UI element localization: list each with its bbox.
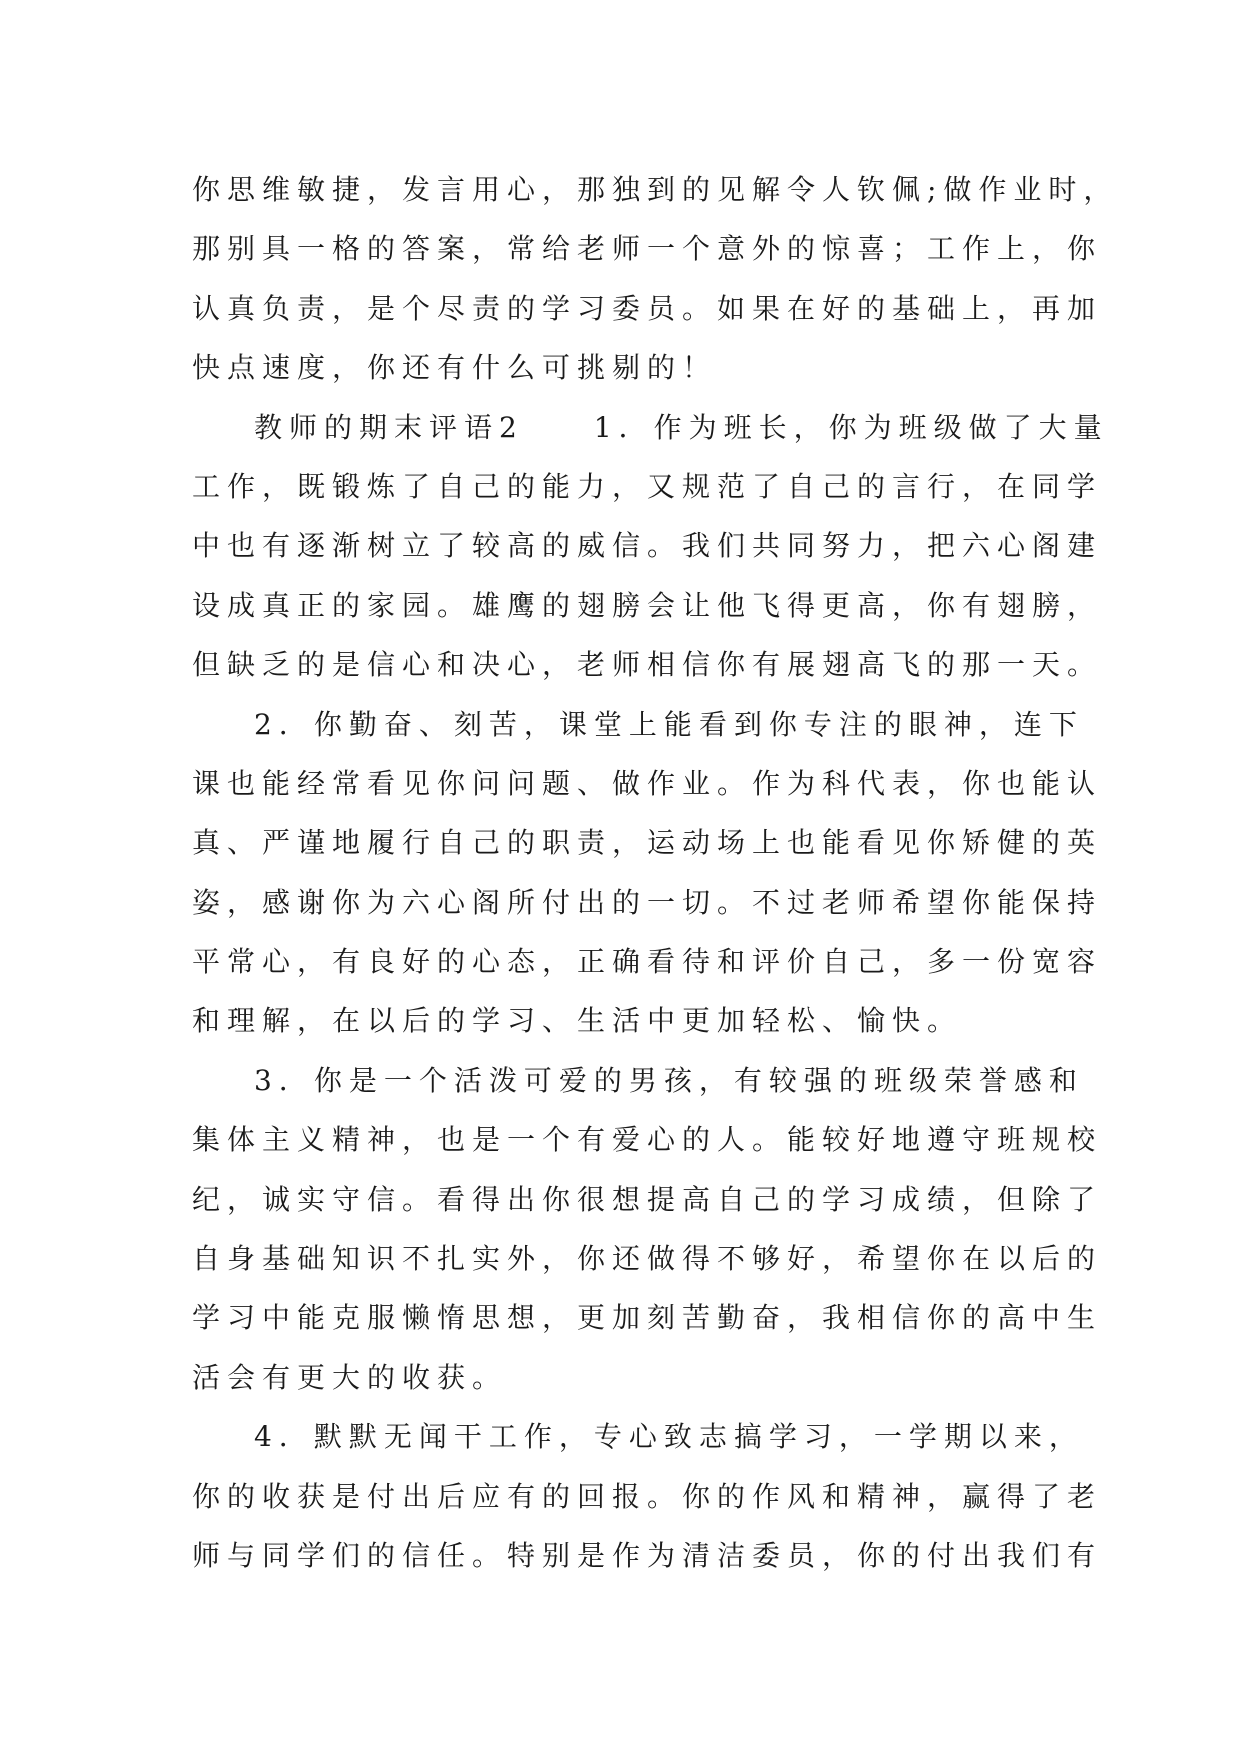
text-line: 但缺乏的是信心和决心，老师相信你有展翅高飞的那一天。 xyxy=(192,648,1103,682)
text-line: 课也能经常看见你问问题、做作业。作为科代表，你也能认 xyxy=(192,766,1103,800)
section-heading-line: 教师的期末评语2 1．作为班长，你为班级做了大量 xyxy=(254,410,1109,444)
text-line: 你思维敏捷，发言用心，那独到的见解令人钦佩;做作业时， xyxy=(192,173,1119,206)
text-line: 学习中能克服懒惰思想，更加刻苦勤奋，我相信你的高中生 xyxy=(192,1301,1103,1335)
text-line: 师与同学们的信任。特别是作为清洁委员，你的付出我们有 xyxy=(192,1538,1103,1572)
text-line: 活会有更大的收获。 xyxy=(192,1360,508,1394)
text-line: 那别具一格的答案，常给老师一个意外的惊喜；工作上，你 xyxy=(192,232,1103,266)
text-line: 姿，感谢你为六心阁所付出的一切。不过老师希望你能保持 xyxy=(192,885,1103,919)
text-line: 认真负责，是个尽责的学习委员。如果在好的基础上，再加 xyxy=(192,291,1103,325)
document-body xyxy=(192,160,1119,1585)
text-line: 真、严谨地履行自己的职责，运动场上也能看见你矫健的英 xyxy=(192,826,1103,860)
text-line: 工作，既锻炼了自己的能力，又规范了自己的言行，在同学 xyxy=(192,469,1103,503)
text-line: 中也有逐渐树立了较高的威信。我们共同努力，把六心阁建 xyxy=(192,529,1103,563)
text-line: 快点速度，你还有什么可挑剔的！ xyxy=(192,351,718,385)
text-line: 你的收获是付出后应有的回报。你的作风和精神，赢得了老 xyxy=(192,1479,1103,1513)
text-line: 集体主义精神，也是一个有爱心的人。能较好地遵守班规校 xyxy=(192,1123,1103,1157)
text-line: 和理解，在以后的学习、生活中更加轻松、愉快。 xyxy=(192,1004,963,1038)
text-line: 纪，诚实守信。看得出你很想提高自己的学习成绩，但除了 xyxy=(192,1182,1103,1216)
text-line: 设成真正的家园。雄鹰的翅膀会让他飞得更高，你有翅膀， xyxy=(192,588,1103,622)
paragraph-start-line: 3．你是一个活泼可爱的男孩，有较强的班级荣誉感和 xyxy=(254,1063,1084,1097)
paragraph-start-line: 2．你勤奋、刻苦，课堂上能看到你专注的眼神，连下 xyxy=(254,707,1084,741)
text-line: 自身基础知识不扎实外，你还做得不够好，希望你在以后的 xyxy=(192,1242,1103,1276)
text-line: 平常心，有良好的心态，正确看待和评价自己，多一份宽容 xyxy=(192,945,1103,979)
paragraph-start-line: 4．默默无闻干工作，专心致志搞学习，一学期以来， xyxy=(254,1420,1084,1454)
